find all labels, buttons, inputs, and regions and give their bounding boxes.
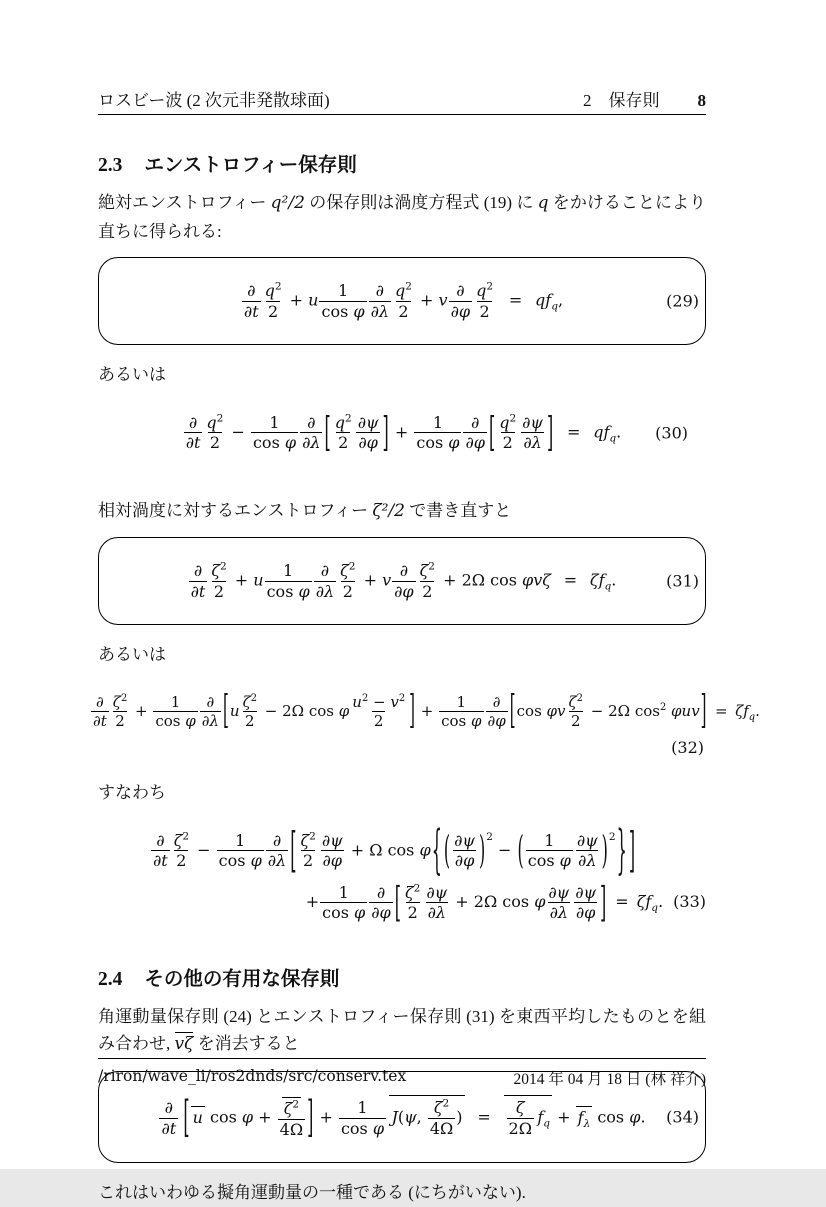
equation-29: $\frac{\partial}{\partial t}$ $\frac{q^2}{2}$ + u $\frac{1}{\text{cos φ}}$ $\frac{\partial}{\partial\lambda}$ $\frac{q^2}{2}$ + v $\frac{\partial}{\partial\varphi}$ $\frac{q^2}{2}$ = $qf_q$,	[243, 280, 564, 321]
paragraph-pseudo-angular-momentum: これはいわゆる擬角運動量の一種である (にちがいない).	[98, 1183, 526, 1203]
section-heading-2-4	[98, 963, 706, 991]
footer-file-path: /riron/wave_li/ros2dnds/src/conserv.tex	[98, 1067, 407, 1085]
paragraph-or-1: あるいは	[98, 365, 166, 385]
page-number: 8	[697, 91, 706, 110]
equation-display-32	[93, 679, 760, 766]
equation-number-31: (31)	[666, 571, 699, 591]
header-section-label: 2 保存則	[583, 91, 660, 110]
footer-row	[98, 1067, 706, 1089]
equation-31: $\frac{\partial}{\partial t}$ $\frac{\zeta^2}{2}$ + u $\frac{1}{\text{cos φ}}$ $\frac{\partial}{\partial\lambda}$ $\frac{\zeta^2}{2}$ + v $\frac{\partial}{\partial\varphi}$ $\frac{\zeta^2}{2}$ + 2Ω $\cos \varphi v\zeta = \zeta f_q$.	[190, 560, 617, 601]
paragraph-relative-enstrophy: 相対渦度に対するエンストロフィー ζ²/2 で書き直すと	[98, 500, 512, 521]
footer-date: 2014 年 04 月 18 日 (林 祥介)	[513, 1071, 706, 1088]
header-rule	[98, 114, 706, 115]
paragraph-or-2: あるいは	[98, 645, 166, 665]
equation-33-line-1: $\frac{\partial}{\partial t}$ $\frac{\zeta^2}{2}$ − $\frac{1}{\text{cos φ}}$ $\frac{\partial}{\partial\lambda}$ [ $\frac{\zeta^2}{2}$ $\frac{\partial\psi}{\partial\varphi}$ + Ω cos φ{ ( $\frac{\partial\psi}{\partial\varphi}$ )$^2$ − ( $\frac{1}{\text{cos φ}}$ $\frac{\partial\psi}{\partial\lambda}$ )$^2$} ]	[153, 817, 636, 881]
section-title: エンストロフィー保存則	[144, 155, 357, 176]
section-number: 2.4	[98, 968, 123, 990]
equation-33-line-2	[98, 877, 706, 929]
equation-number-30: (30)	[655, 423, 688, 443]
equation-number-33: (33)	[673, 892, 706, 912]
page-footer	[98, 1058, 706, 1089]
header-document-title: ロスビー波 (2 次元非発散球面)	[98, 91, 330, 110]
page-content	[93, 0, 760, 1207]
equation-32: $\frac{\partial}{\partial t}$ $\frac{\zeta^2}{2}$ + $\frac{1}{\text{cos φ}}$ $\frac{\partial}{\partial\lambda}$ [u $\frac{\zeta^2}{2}$ − 2Ω cos φ $\frac{u^2 - v^2}{2}$ ] + $\frac{1}{\text{cos φ}}$ $\frac{\partial}{\partial\varphi}$ [cos φv $\frac{\zeta^2}{2}$ − 2Ω $\cos^2 \varphi uv] = \zeta f_q$.	[93, 686, 760, 734]
paragraph-intro-absolute-enstrophy: 絶対エンストロフィー q²/2 の保存則は渦度方程式 (19) に q をかけることにより直ちに得られる:	[98, 193, 707, 241]
equation-number-32: (32)	[671, 738, 704, 758]
paragraph-namely: すなわち	[98, 783, 166, 803]
section-number: 2.3	[98, 155, 123, 176]
paragraph-angular-momentum: 角運動量保存則 (24) とエンストロフィー保存則 (31) を東西平均したものとを組み合わせ, vζ を消去すると	[98, 1006, 706, 1055]
section-title: その他の有用な保存則	[144, 968, 340, 990]
equation-box-31	[98, 537, 706, 625]
equation-number-34: (34)	[666, 1107, 699, 1127]
footer-rule	[98, 1058, 706, 1059]
running-header	[98, 0, 706, 111]
equation-number-29: (29)	[666, 291, 699, 311]
equation-34: $\frac{\partial}{\partial t}$ [ u cos φ + $\frac{\zeta^2}{4\Omega}$ ] + $\frac{1}{\text{cos φ}}$ J(ψ, $\frac{\zeta^2}{4\Omega}$ ) = $\frac{\zeta}{2\Omega}$ $f_q + f_\lambda$ cos φ.	[161, 1091, 646, 1143]
equation-33-line-2-body: + $\frac{1}{\text{cos φ}}$ $\frac{\partial}{\partial\varphi}$ [ $\frac{\zeta^2}{2}$ $\frac{\partial\psi}{\partial\lambda}$ + 2Ω cos φ $\frac{\partial\psi}{\partial\lambda}$ $\frac{\partial\psi}{\partial\varphi}$ ] = $\zeta f_q$.	[305, 876, 664, 927]
section-heading-2-3	[98, 149, 706, 177]
equation-display-33	[98, 817, 706, 937]
equation-30: $\frac{\partial}{\partial t}$ $\frac{q^2}{2}$ − $\frac{1}{\text{cos φ}}$ $\frac{\partial}{\partial\lambda}$ [ $\frac{q^2}{2}$ $\frac{\partial\psi}{\partial\varphi}$ ] + $\frac{1}{\text{cos φ}}$ $\frac{\partial}{\partial\varphi}$ [ $\frac{q^2}{2}$ $\frac{\partial\psi}{\partial\lambda}$ ] = $qf_q$.	[185, 407, 622, 456]
equation-box-29	[98, 257, 706, 345]
equation-display-30	[98, 399, 706, 467]
